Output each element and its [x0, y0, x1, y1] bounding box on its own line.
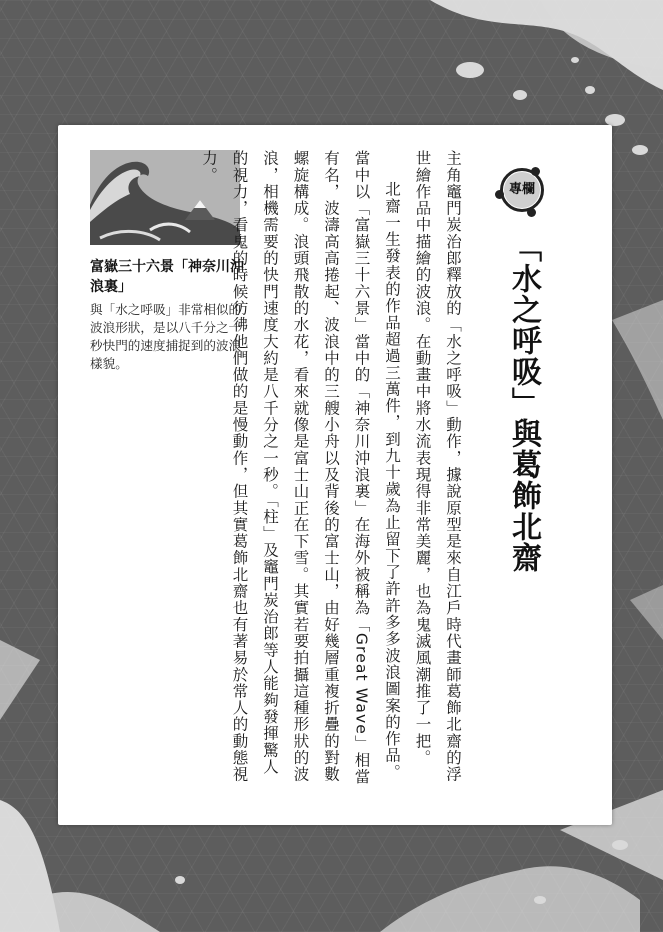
figure-caption-text: 與「水之呼吸」非常相似的波浪形狀，是以八千分之一秒快門的速度捕捉到的波浪樣貌。 — [90, 302, 242, 371]
badge-dot-bottom — [527, 208, 536, 217]
column-title: 「水之呼吸」與葛飾北齋 — [506, 232, 541, 573]
body-paragraph: 北齋一生發表的作品超過三萬件，到九十歲為止留下了許許多多波浪圖案的作品。當中以「富嶽三十六景」當中的「神奈川沖浪裏」在海外被稱為「Great Wave」相當有名，波濤高高捲起、波浪中的三艘小舟以及背後的富士山，由好幾層重複折疊的對數螺旋構成。浪頭飛散的水花，看來就像是富士山正在下雪。其實若要拍攝這種形狀的波浪，相機需要的快門速度大約是八千分之一秒。「柱」及竈門炭治郎等人能夠發揮驚人的視力，看鬼的時候彷彿他們做的是慢動作，但其實葛飾北齋也有著易於常人的動態視力。 — [200, 150, 401, 785]
badge-dot-left — [495, 190, 504, 199]
body-paragraph: 主角竈門炭治郎釋放的「水之呼吸」動作，據說原型是來自江戶時代畫師葛飾北齋的浮世繪作品中描繪的波浪。在動畫中將水流表現得非常美麗，也為鬼滅風潮推了一把。 — [413, 150, 462, 783]
badge-dot-top — [531, 167, 540, 176]
badge-label: 專欄 — [508, 182, 535, 197]
column-body — [88, 150, 468, 790]
column-badge — [494, 162, 550, 218]
figure-caption-title: 富嶽三十六景「神奈川沖浪裏」 — [90, 259, 244, 295]
